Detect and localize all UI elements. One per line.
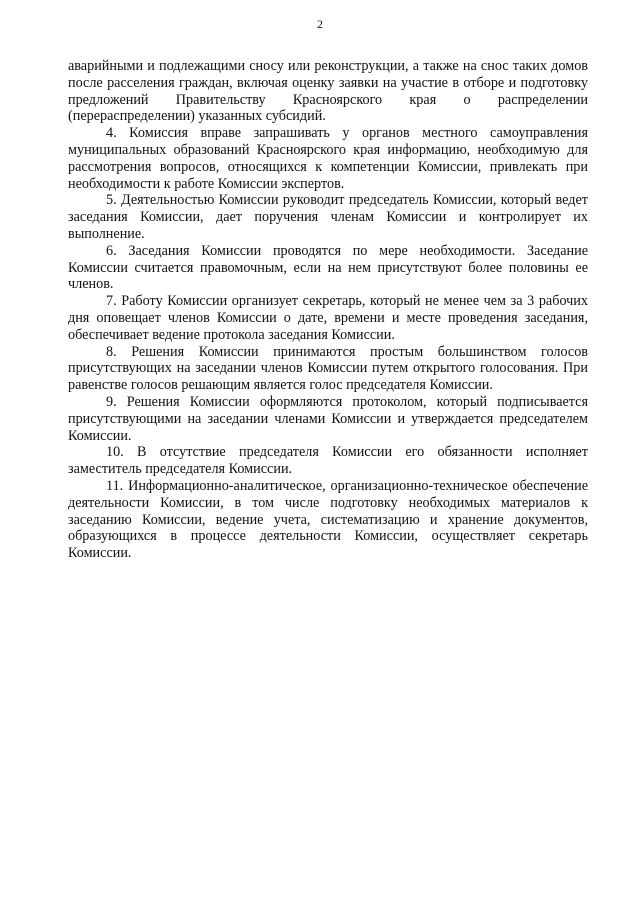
paragraph-item-9: 9. Решения Комиссии оформляются протоколом, который подписывается присутствующими на заседании членами Комиссии и утверждается председателем Комиссии. (68, 393, 588, 444)
paragraph-continuation: аварийными и подлежащими сносу или реконструкции, а также на снос таких домов после расселения граждан, включая оценку заявки на участие в отборе и подготовку предложений Правительству Красноярского края о распределении (перераспределении) указанных субсидий. (68, 58, 588, 125)
paragraph-item-5: 5. Деятельностью Комиссии руководит председатель Комиссии, который ведет заседания Комиссии, дает поручения членам Комиссии и контролирует их выполнение. (68, 192, 588, 242)
paragraph-item-8: 8. Решения Комиссии принимаются простым большинством голосов присутствующих на заседании членов Комиссии путем открытого голосования. При равенстве голосов решающим является голос председателя Комиссии. (68, 343, 588, 394)
paragraph-item-4: 4. Комиссия вправе запрашивать у органов местного самоуправления муниципальных образований Красноярского края информацию, необходимую для рассмотрения вопросов, относящихся к компетенции Комиссии, привлекать при необходимости к работе Комиссии экспертов. (68, 125, 588, 192)
paragraph-item-6: 6. Заседания Комиссии проводятся по мере необходимости. Заседание Комиссии считается правомочным, если на нем присутствуют более половины ее членов. (68, 242, 588, 293)
document-body (68, 58, 588, 562)
paragraph-item-7: 7. Работу Комиссии организует секретарь, который не менее чем за 3 рабочих дня оповещает членов Комиссии о дате, времени и месте проведения заседания, обеспечивает ведение протокола заседания Комиссии. (68, 293, 588, 343)
paragraph-item-10: 10. В отсутствие председателя Комиссии его обязанности исполняет заместитель председателя Комиссии. (68, 444, 588, 478)
page-number: 2 (317, 17, 323, 31)
paragraph-item-11: 11. Информационно-аналитическое, организационно-техническое обеспечение деятельности Комиссии, в том числе подготовку необходимых материалов к заседанию Комиссии, ведение учета, систематизацию и хранение документов, образующихся в процессе деятельности Комиссии, осуществляет секретарь Комиссии. (68, 477, 588, 562)
